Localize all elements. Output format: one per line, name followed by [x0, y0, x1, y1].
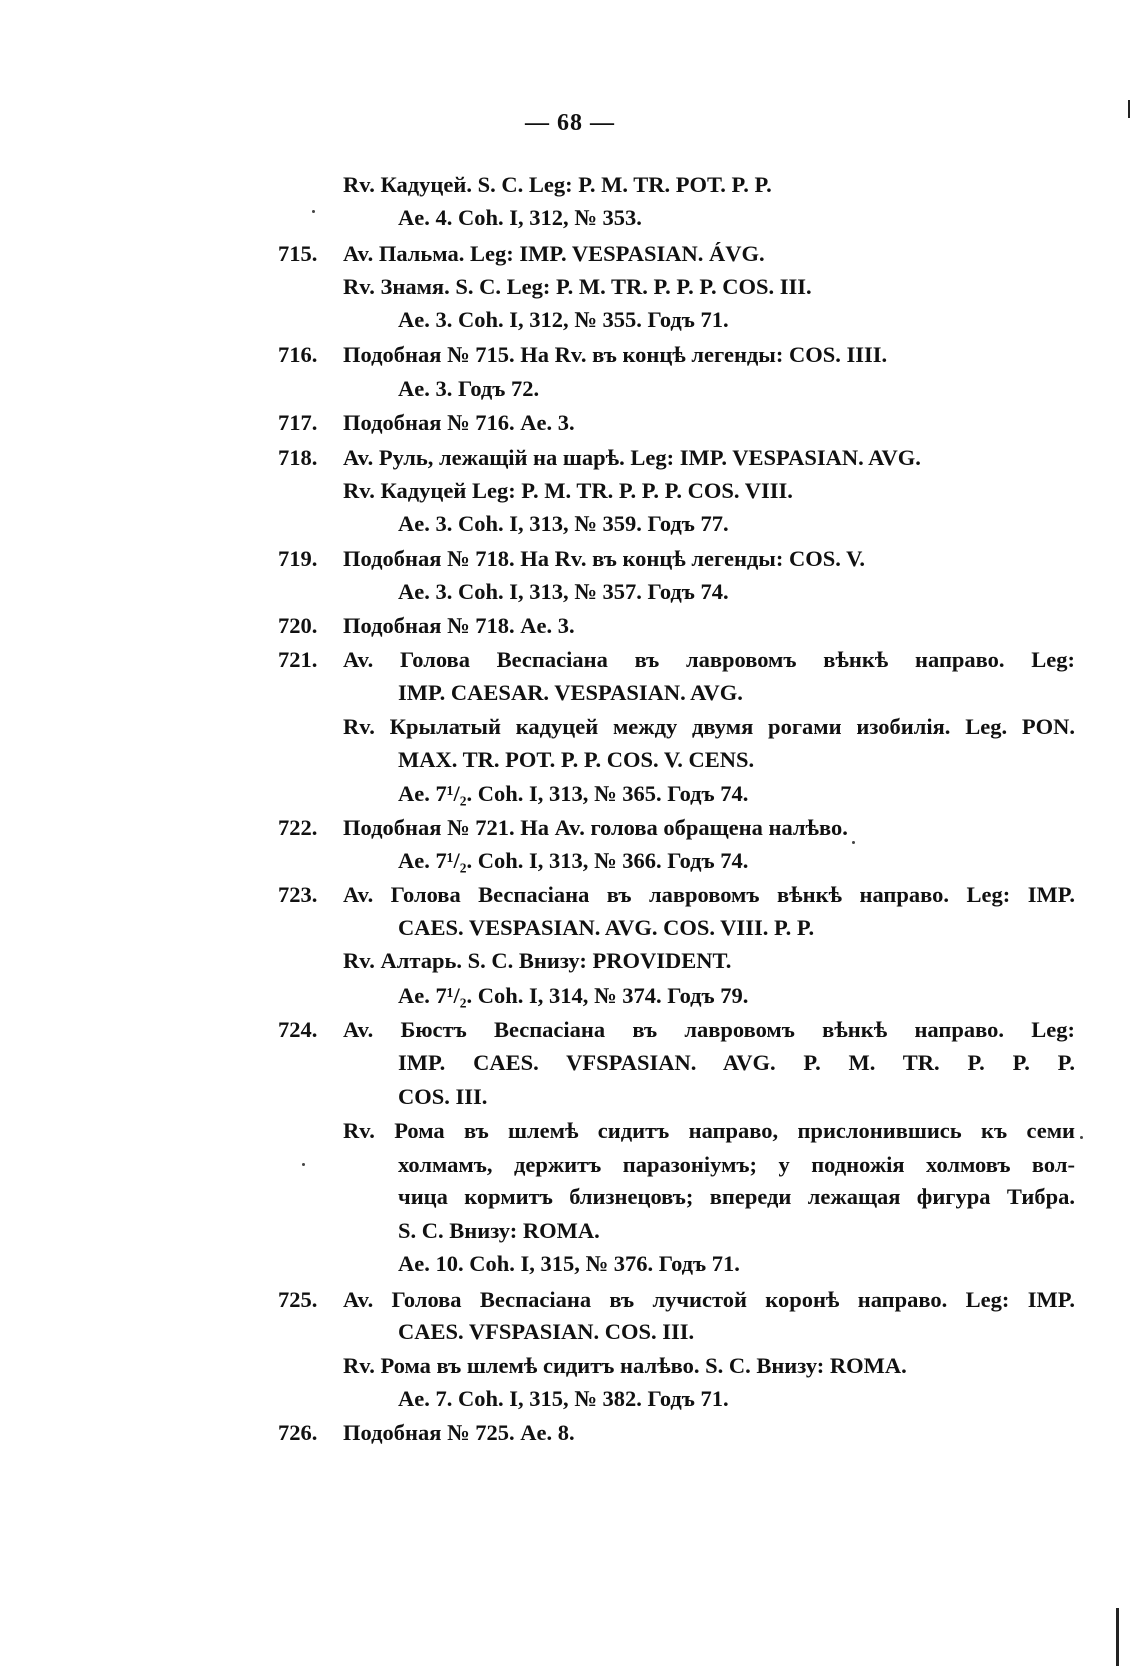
- entry-line: [0, 979, 1140, 1013]
- entry-number: 717.: [278, 410, 318, 435]
- entry-text: Ae. 7¹/₂. Coh. I, 314, № 374. Годъ 79.: [398, 983, 749, 1008]
- entry-text: Ae. 10. Coh. I, 315, № 376. Годъ 71.: [398, 1251, 740, 1276]
- entry-text: Av. Руль, лежащій на шарѣ. Leg: IMP. VESPASIAN. AVG.: [343, 445, 921, 470]
- entry-text: Подобная № 718. Ae. 3.: [343, 613, 575, 638]
- entry-line: [0, 303, 1140, 337]
- entry-text: Ae. 4. Coh. I, 312, № 353.: [398, 205, 642, 230]
- entry-line: [0, 676, 1140, 710]
- entry-line: [0, 372, 1140, 406]
- entry-number: 722.: [278, 815, 318, 840]
- scan-speck: [852, 841, 855, 844]
- entry-line: [0, 168, 1140, 202]
- entry-line: [0, 643, 1140, 677]
- entry-line: [0, 1382, 1140, 1416]
- scan-edge-mark: [1116, 1608, 1119, 1666]
- entry-line: [0, 474, 1140, 508]
- entry-line: [0, 507, 1140, 541]
- entry-line: [0, 1180, 1140, 1214]
- entry-line: [0, 1416, 1140, 1450]
- entry-line: [0, 542, 1140, 576]
- entry-line: [0, 1214, 1140, 1248]
- entry-text: Av. Голова Веспасіана въ лавровомъ вѣнкѣ направо. Leg: IMP.: [343, 882, 1075, 907]
- entry-line: [0, 575, 1140, 609]
- entry-number: 724.: [278, 1017, 318, 1042]
- entry-text: Ae. 3. Coh. I, 312, № 355. Годъ 71.: [398, 307, 729, 332]
- scan-edge-mark: [1128, 100, 1130, 118]
- entry-number: 718.: [278, 445, 318, 470]
- entry-text: Av. Голова Веспасіана въ лавровомъ вѣнкѣ направо. Leg:: [343, 647, 1075, 672]
- entry-line: [0, 1114, 1140, 1148]
- entry-line: [0, 1013, 1140, 1047]
- entry-line: [0, 777, 1140, 811]
- entry-line: [0, 811, 1140, 845]
- entry-line: [0, 911, 1140, 945]
- entry-line: [0, 1080, 1140, 1114]
- entry-text: Ae. 3. Coh. I, 313, № 357. Годъ 74.: [398, 579, 729, 604]
- entry-text: Ae. 7¹/₂. Coh. I, 313, № 366. Годъ 74.: [398, 848, 749, 873]
- entry-line: [0, 743, 1140, 777]
- entry-number: 723.: [278, 882, 318, 907]
- entry-number: 725.: [278, 1287, 318, 1312]
- entry-text: CAES. VFSPASIAN. COS. III.: [398, 1319, 695, 1344]
- entry-line: [0, 441, 1140, 475]
- entry-line: [0, 844, 1140, 878]
- entry-line: [0, 1283, 1140, 1317]
- entry-number: 726.: [278, 1420, 318, 1445]
- entry-text: Ae. 7. Coh. I, 315, № 382. Годъ 71.: [398, 1386, 729, 1411]
- entry-text: Ae. 3. Coh. I, 313, № 359. Годъ 77.: [398, 511, 729, 536]
- entry-text: CAES. VESPASIAN. AVG. COS. VIII. P. P.: [398, 915, 815, 940]
- entry-line: [0, 270, 1140, 304]
- entry-line: [0, 237, 1140, 271]
- entry-text: IMP. CAES. VFSPASIAN. AVG. P. M. TR. P. P. P.: [398, 1050, 1075, 1075]
- entry-number: 719.: [278, 546, 318, 571]
- entry-text: Подобная № 716. Ae. 3.: [343, 410, 575, 435]
- entry-line: [0, 1349, 1140, 1383]
- entry-text: Rv. Кадуцей. S. C. Leg: P. M. TR. POT. P. P.: [343, 172, 772, 197]
- entry-text: Подобная № 715. На Rv. въ концѣ легенды: COS. IIII.: [343, 342, 888, 367]
- entry-text: Av. Бюстъ Веспасіана въ лавровомъ вѣнкѣ направо. Leg:: [343, 1017, 1075, 1042]
- entry-text: S. C. Внизу: ROMA.: [398, 1218, 600, 1243]
- page-number: — 68 —: [525, 110, 615, 136]
- entry-text: Ae. 3. Годъ 72.: [398, 376, 540, 401]
- entry-line: [0, 710, 1140, 744]
- entry-line: [0, 944, 1140, 978]
- entry-text: IMP. CAESAR. VESPASIAN. AVG.: [398, 680, 743, 705]
- entry-line: [0, 1046, 1140, 1080]
- entry-text: Rv. Крылатый кадуцей между двумя рогами изобилія. Leg. PON.: [343, 714, 1075, 739]
- entry-number: 720.: [278, 613, 318, 638]
- entry-text: Rv. Алтарь. S. C. Внизу: PROVIDENT.: [343, 948, 732, 973]
- scan-speck: [312, 210, 315, 213]
- entry-line: [0, 201, 1140, 235]
- entry-text: холмамъ, держитъ паразоніумъ; у подножія холмовъ вол-: [398, 1152, 1075, 1177]
- entry-line: [0, 1315, 1140, 1349]
- entry-line: [0, 406, 1140, 440]
- entry-text: Подобная № 721. На Av. голова обращена налѣво.: [343, 815, 848, 840]
- entry-text: Подобная № 718. На Rv. въ концѣ легенды: COS. V.: [343, 546, 866, 571]
- entry-line: [0, 878, 1140, 912]
- entry-number: 721.: [278, 647, 318, 672]
- entry-line: [0, 609, 1140, 643]
- entry-text: Подобная № 725. Ae. 8.: [343, 1420, 575, 1445]
- entry-text: Rv. Кадуцей Leg: P. M. TR. P. P. P. COS. VIII.: [343, 478, 793, 503]
- entry-text: MAX. TR. POT. P. P. COS. V. CENS.: [398, 747, 755, 772]
- entry-text: COS. III.: [398, 1084, 488, 1109]
- entry-text: Rv. Рома въ шлемѣ сидитъ налѣво. S. C. Внизу: ROMA.: [343, 1353, 907, 1378]
- entry-text: Av. Пальма. Leg: IMP. VESPASIAN. ÁVG.: [343, 241, 765, 266]
- entry-number: 715.: [278, 241, 318, 266]
- entry-text: Ae. 7¹/₂. Coh. I, 313, № 365. Годъ 74.: [398, 781, 749, 806]
- entry-text: Rv. Рома въ шлемѣ сидитъ направо, прислонившись къ семи: [343, 1118, 1075, 1143]
- scan-speck: [302, 1163, 305, 1166]
- entry-line: [0, 338, 1140, 372]
- entry-number: 716.: [278, 342, 318, 367]
- entry-line: [0, 1148, 1140, 1182]
- entry-line: [0, 1247, 1140, 1281]
- entry-text: Av. Голова Веспасіана въ лучистой коронѣ направо. Leg: IMP.: [343, 1287, 1075, 1312]
- entry-text: Rv. Знамя. S. C. Leg: P. M. TR. P. P. P. COS. III.: [343, 274, 812, 299]
- entry-text: чица кормитъ близнецовъ; впереди лежащая фигура Тибра.: [398, 1184, 1075, 1209]
- scan-speck: [1080, 1136, 1083, 1139]
